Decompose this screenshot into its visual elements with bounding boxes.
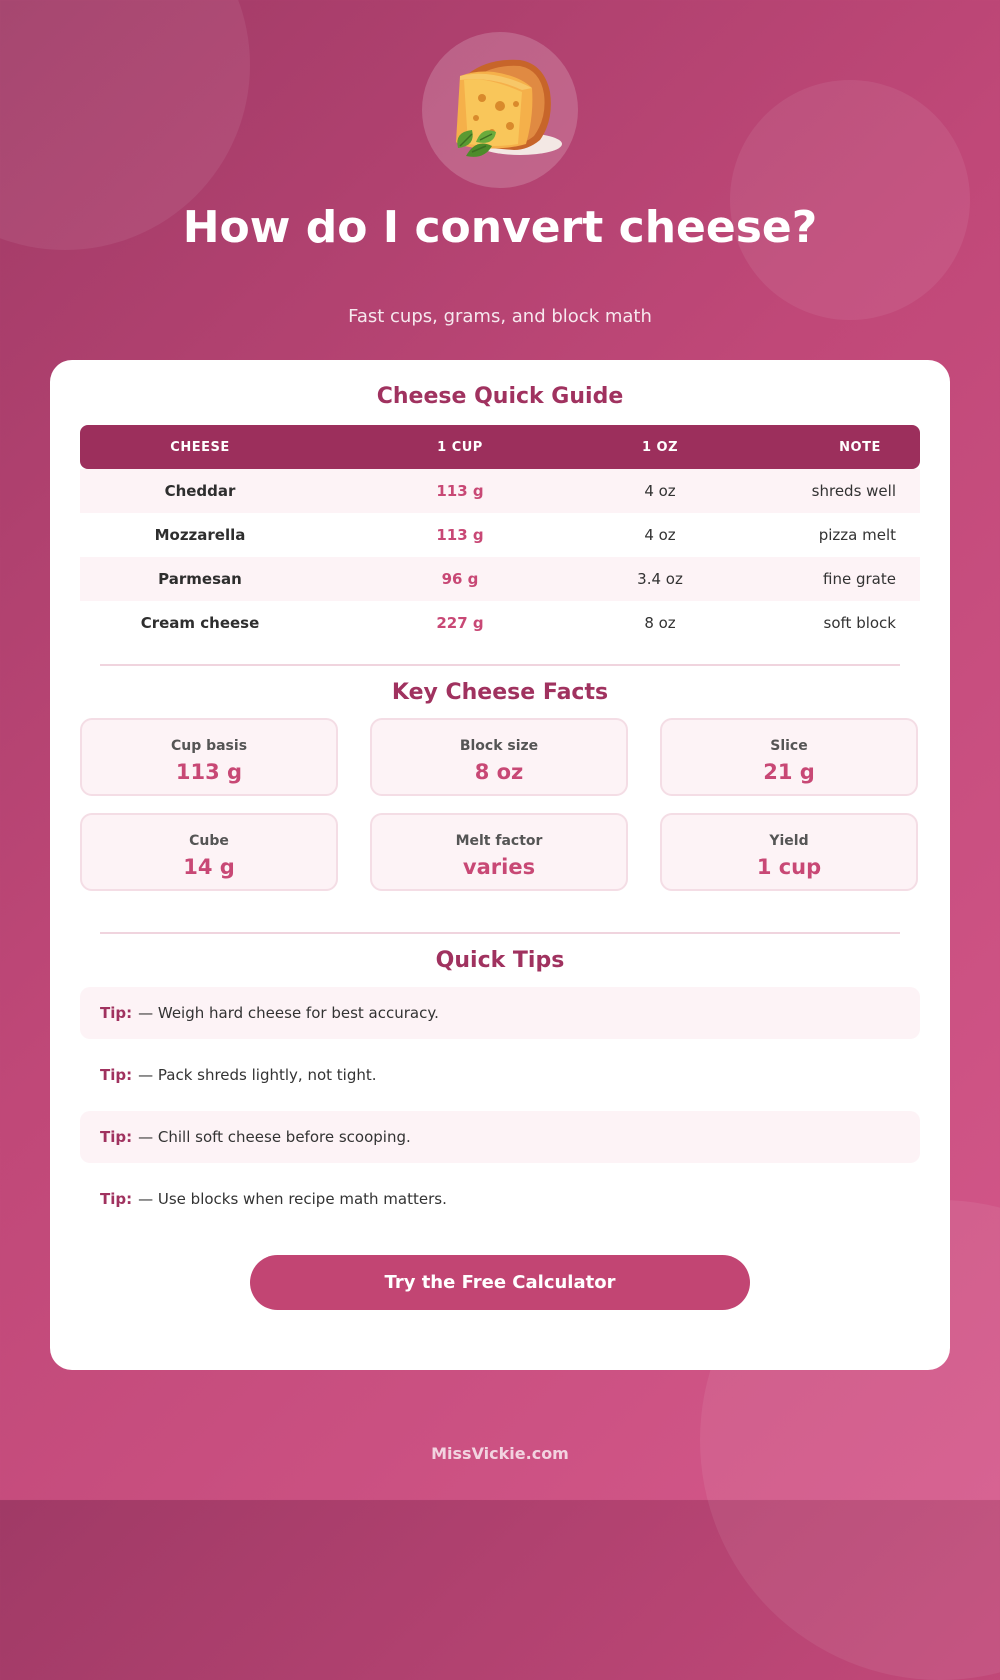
divider (100, 932, 900, 934)
fact-label: Cup basis (170, 738, 248, 754)
fact-card (80, 813, 338, 891)
table-header (80, 425, 920, 469)
table-row (80, 469, 920, 513)
cup-grams: 113 g (436, 526, 484, 544)
fact-value: varies (462, 855, 536, 879)
page-subtitle: Fast cups, grams, and block math (348, 306, 652, 327)
fact-label: Block size (459, 738, 539, 754)
cheese-table (80, 425, 920, 645)
facts-title: Key Cheese Facts (391, 680, 609, 705)
column-header: 1 OZ (641, 439, 679, 455)
cup-grams: 96 g (441, 570, 479, 588)
note: fine grate (823, 570, 896, 588)
fact-label: Slice (770, 738, 808, 754)
fact-card (370, 718, 628, 796)
fact-card (660, 813, 918, 891)
tip-item (80, 1049, 920, 1101)
cheese-name: Cream cheese (140, 614, 260, 632)
fact-value: 21 g (763, 760, 815, 784)
note: pizza melt (818, 526, 896, 544)
cup-grams: 113 g (436, 482, 484, 500)
column-header: 1 CUP (437, 439, 483, 455)
table-row (80, 513, 920, 557)
table-row (80, 601, 920, 645)
cup-grams: 227 g (436, 614, 484, 632)
table-row (80, 557, 920, 601)
note: soft block (823, 614, 896, 632)
cheese-name: Mozzarella (154, 526, 246, 544)
tip-prefix: Tip: (100, 1190, 133, 1208)
column-header: NOTE (839, 439, 881, 455)
fact-value: 1 cup (756, 855, 822, 879)
tip-prefix: Tip: (100, 1004, 133, 1022)
fact-card (80, 718, 338, 796)
ounces: 4 oz (644, 482, 676, 500)
fact-value: 8 oz (474, 760, 524, 784)
tip-item (80, 1173, 920, 1225)
note: shreds well (811, 482, 896, 500)
tip-prefix: Tip: (100, 1128, 133, 1146)
tip-text: — Weigh hard cheese for best accuracy. (138, 1004, 439, 1022)
tip-text: — Pack shreds lightly, not tight. (138, 1066, 377, 1084)
tip-item (80, 1111, 920, 1163)
fact-card (660, 718, 918, 796)
tip-text: — Use blocks when recipe math matters. (138, 1190, 447, 1208)
fact-label: Yield (769, 833, 809, 849)
divider (100, 664, 900, 666)
cheese-name: Cheddar (164, 482, 236, 500)
column-header: CHEESE (170, 439, 230, 455)
cheese-name: Parmesan (158, 570, 242, 588)
fact-value: 14 g (183, 855, 235, 879)
footer-site: MissVickie.com (431, 1444, 569, 1463)
tip-prefix: Tip: (100, 1066, 133, 1084)
tips-title: Quick Tips (435, 948, 565, 973)
ounces: 8 oz (644, 614, 676, 632)
fact-label: Cube (189, 833, 229, 849)
tip-item (80, 987, 920, 1039)
decor-bubble (730, 80, 970, 320)
content-card (50, 360, 950, 1370)
calculator-button[interactable]: Try the Free Calculator (250, 1255, 750, 1310)
guide-title: Cheese Quick Guide (376, 384, 624, 409)
cheese-icon (422, 32, 578, 188)
fact-label: Melt factor (455, 833, 543, 849)
page-title: How do I convert cheese? (182, 202, 818, 253)
fact-value: 113 g (175, 760, 243, 784)
ounces: 4 oz (644, 526, 676, 544)
tip-text: — Chill soft cheese before scooping. (138, 1128, 411, 1146)
ounces: 3.4 oz (637, 570, 683, 588)
fact-card (370, 813, 628, 891)
